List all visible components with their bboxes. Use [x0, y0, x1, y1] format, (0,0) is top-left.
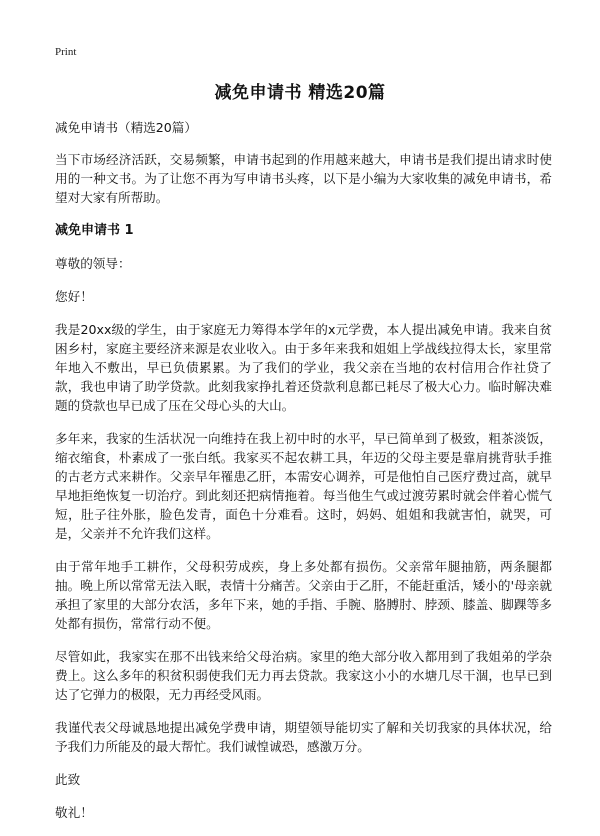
intro-paragraph: 当下市场经济活跃，交易频繁，申请书起到的作用越来越大，申请书是我们提出请求时使用的一种文书。为了让您不再为写申请书头疼，以下是小编为大家收集的减免申请书，希望对大家有所帮助。 — [55, 152, 552, 205]
closing-line: 敬礼！ — [55, 805, 93, 820]
print-link[interactable]: Print — [55, 46, 77, 58]
body-paragraph: 我是20xx级的学生，由于家庭无力筹得本学年的x元学费，本人提出减免申请。我来自贫困乡村，家庭主要经济来源是农业收入。由于多年来我和姐姐上学战线拉得太长，家里常年地入不敷出，早已负债累累。为了我们的学业，我父亲在当地的农村信用合作社贷了款，我也申请了助学贷款。此刻我家挣扎着还贷款利息都已耗尽了极大心力。临时解决难题的贷款也早已成了压在父母心头的大山。 — [55, 322, 552, 413]
document-body — [55, 118, 552, 836]
body-paragraph: 尽管如此，我家实在那不出钱来给父母治病。家里的绝大部分收入都用到了我姐弟的学杂费上。这么多年的积贫积弱使我们无力再去贷款。我家这小小的水塘几尽干涸，也早已到达了它弹力的极限，无力再经受风雨。 — [55, 649, 552, 702]
closing-line: 此致 — [55, 772, 81, 787]
document-subtitle: 减免申请书（精选20篇） — [55, 120, 197, 135]
salutation: 尊敬的领导： — [55, 256, 131, 271]
body-paragraph: 我谨代表父母诚恳地提出减免学费申请，期望领导能切实了解和关切我家的具体状况，给予我们力所能及的最大帮忙。我们诚惶诚恐，感激万分。 — [55, 720, 552, 754]
section-heading: 减免申请书 1 — [55, 223, 134, 238]
body-paragraph: 由于常年地手工耕作，父母积劳成疾，身上多处都有损伤。父亲常年腿抽筋，两条腿都抽。晚上所以常常无法入眠，表情十分痛苦。父亲由于乙肝，不能赶重活，矮小的'母亲就承担了家里的大部分农活，多年下来，她的手指、手腕、胳膊肘、脖颈、膝盖、脚踝等多处都有损伤，常常行动不便。 — [55, 559, 552, 631]
body-paragraph: 多年来，我家的生活状况一向维持在我上初中时的水平，早已简单到了极致，粗茶淡饭，缩衣缩食，朴素成了一张白纸。我家买不起农耕工具，年迈的父母主要是靠肩挑背驮手推的古老方式来耕作。父亲早年罹患乙肝，本需安心调养，可是他怕自己医疗费过高，就早早地拒绝恢复一切治疗。到此刻还把病情拖着。每当他生气或过渡劳累时就会伴着心慌气短，肚子往外胀，脸色发青，面色十分难看。这时，妈妈、姐姐和我就害怕，就哭，可是，父亲并不允许我们这样。 — [55, 431, 552, 541]
page-title: 减免申请书 精选20篇 — [214, 83, 386, 103]
greeting: 您好！ — [55, 289, 93, 304]
